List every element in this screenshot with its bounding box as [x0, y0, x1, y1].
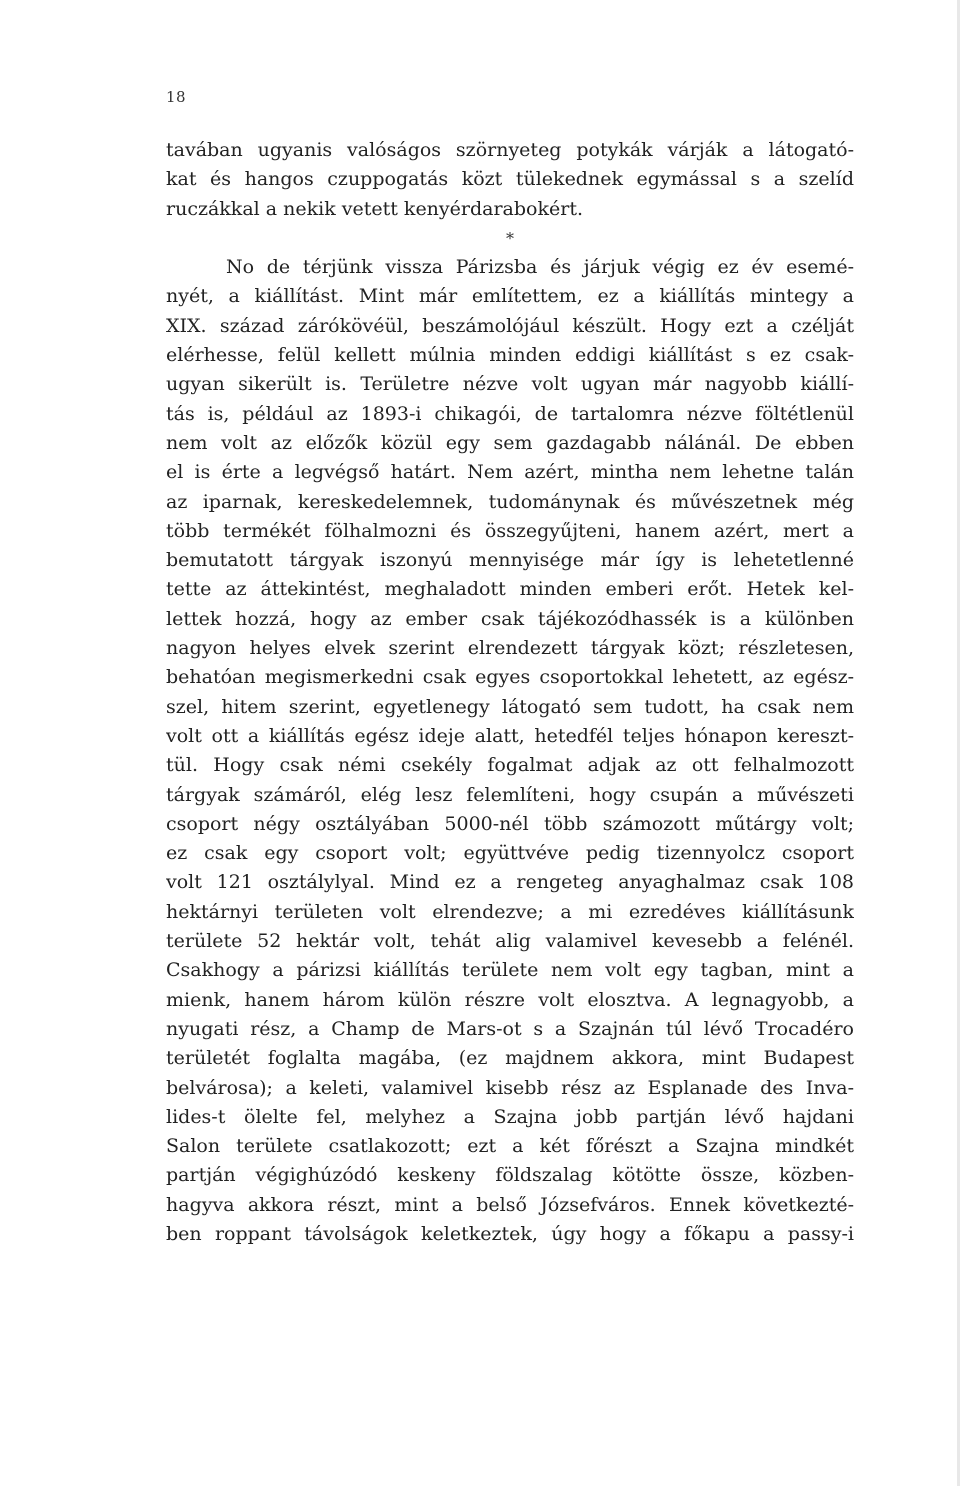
- text-line: hektárnyi területen volt elrendezve; a mi ezredéves kiállításunk: [166, 900, 854, 923]
- text-line: XIX. század zárókövéül, beszámolójául készült. Hogy ezt a czélját: [166, 314, 854, 337]
- text-line: területe 52 hektár volt, tehát alig valamivel kevesebb a felénél.: [166, 930, 854, 953]
- text-line: ugyan sikerült is. Területre nézve volt ugyan már nagyobb kiállí-: [166, 373, 854, 396]
- text-line: partján végighúzódó keskeny földszalag kötötte össze, közben-: [166, 1164, 854, 1187]
- body-text: [166, 136, 854, 1249]
- text-line: nyugati rész, a Champ de Mars-ot s a Szajnán túl lévő Trocadéro: [166, 1017, 854, 1040]
- text-line: ez csak egy csoport volt; együttvéve pedig tizennyolcz csoport: [166, 842, 854, 865]
- text-line: tette az áttekintést, meghaladott minden emberi erőt. Hetek kel-: [166, 578, 854, 601]
- text-line: ruczákkal a nekik vetett kenyérdarabokért.: [166, 197, 583, 220]
- paragraph-2: [166, 253, 854, 1249]
- text-line: kat és hangos czuppogatás közt tülekednek egymással s a szelíd: [166, 168, 854, 191]
- text-line: Salon területe csatlakozott; ezt a két főrészt a Szajna mindkét: [166, 1135, 854, 1158]
- text-line: lides-t ölelte fel, melyhez a Szajna jobb partján lévő hajdani: [166, 1105, 854, 1128]
- text-line: lettek hozzá, hogy az ember csak tájékozódhassék is a különben: [166, 607, 854, 630]
- text-line: az iparnak, kereskedelemnek, tudománynak és művészetnek még: [166, 490, 854, 513]
- text-line: Csakhogy a párizsi kiállítás területe nem volt egy tagban, mint a: [166, 959, 854, 982]
- text-line: nem volt az előzők közül egy sem gazdagabb nálánál. De ebben: [166, 431, 854, 454]
- text-line: nyét, a kiállítást. Mint már említettem, ez a kiállítás mintegy a: [166, 285, 854, 308]
- text-line: több termékét fölhalmozni és összegyűjteni, hanem azért, mert a: [166, 519, 854, 542]
- text-line: bemutatott tárgyak iszonyú mennyisége már így is lehetetlenné: [166, 549, 854, 572]
- text-line: volt ott a kiállítás egész ideje alatt, hetedfél teljes hónapon kereszt-: [166, 724, 854, 747]
- text-line: No de térjünk vissza Párizsba és járjuk végig ez év esemé-: [226, 256, 854, 279]
- text-line: volt 121 osztálylyal. Mind ez a rengeteg anyaghalmaz csak 108: [166, 871, 854, 894]
- section-divider: *: [506, 228, 514, 248]
- page-number: 18: [166, 88, 187, 106]
- text-line: el is érte a legvégső határt. Nem azért, mintha nem lehetne talán: [166, 461, 854, 484]
- text-line: területét foglalta magába, (ez majdnem akkora, mint Budapest: [166, 1047, 854, 1070]
- text-line: elérhesse, felül kellett múlnia minden eddigi kiállítást s ez csak-: [166, 344, 854, 367]
- text-line: tavában ugyanis valóságos szörnyeteg potykák várják a látogató-: [166, 139, 854, 161]
- text-line: nagyon helyes elvek szerint elrendezett tárgyak közt; részletesen,: [166, 637, 854, 660]
- text-line: tárgyak számáról, elég lesz felemlíteni, hogy csupán a művészeti: [166, 783, 854, 806]
- text-line: csoport négy osztályában 5000-nél több számozott műtárgy volt;: [166, 812, 854, 835]
- text-line: szel, hitem szerint, egyetlenegy látogató sem tudott, ha csak nem: [166, 695, 854, 718]
- text-line: tás is, például az 1893-i chikagói, de tartalomra nézve föltétlenül: [166, 402, 854, 425]
- text-line: belvárosa); a keleti, valamivel kisebb rész az Esplanade des Inva-: [166, 1076, 854, 1099]
- text-line: mienk, hanem három külön részre volt elosztva. A legnagyobb, a: [166, 988, 854, 1011]
- text-line: hagyva akkora részt, mint a belső Józsefváros. Ennek következté-: [166, 1193, 854, 1216]
- paragraph-1: [166, 136, 854, 224]
- text-line: behatóan megismerkedni csak egyes csoportokkal lehetett, az egész-: [166, 666, 854, 689]
- text-line: tül. Hogy csak némi csekély fogalmat adjak az ott felhalmozott: [166, 754, 854, 777]
- text-line: ben roppant távolságok keletkeztek, úgy hogy a főkapu a passy-i: [166, 1222, 854, 1245]
